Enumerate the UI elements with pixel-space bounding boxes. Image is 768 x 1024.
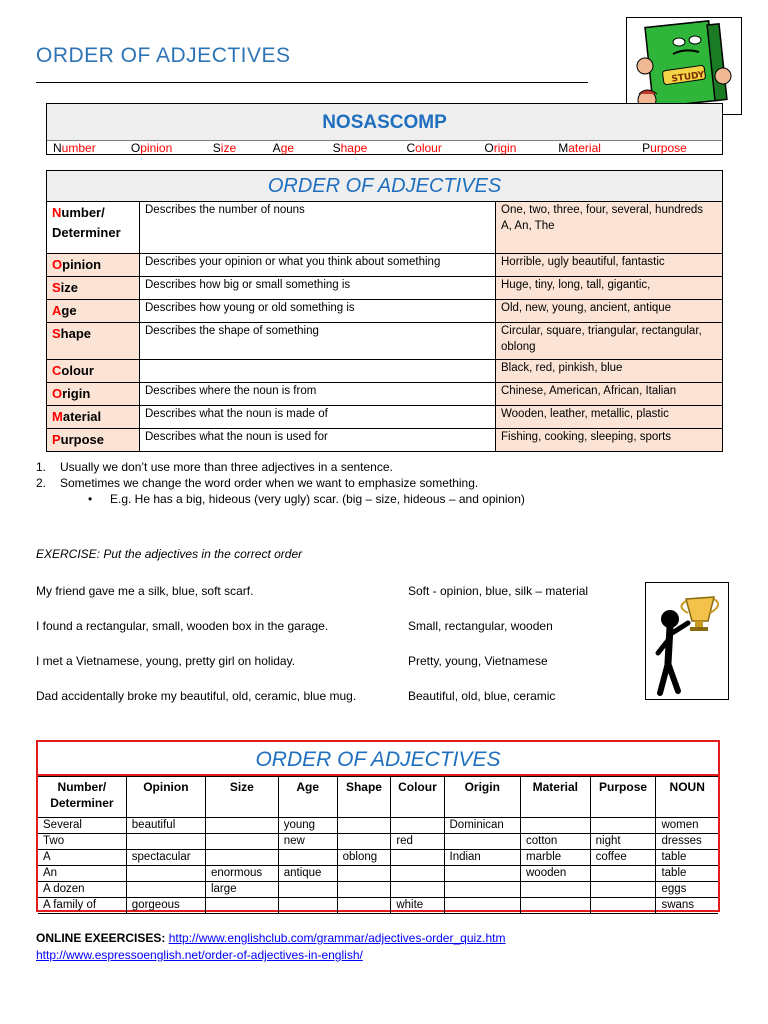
table2-cell: antique [278,866,337,882]
table2-cell: oblong [337,850,391,866]
stick-figure-trophy-image [645,582,729,700]
column-header: Origin [444,777,521,818]
table2-cell [391,882,444,898]
type-initial: O [52,257,63,272]
online-link-2[interactable]: http://www.espressoenglish.net/order-of-adjectives-in-english/ [36,948,363,962]
svg-text:STUDY: STUDY [670,70,706,85]
table2-cell: dresses [656,834,718,850]
exercise-question: Dad accidentally broke my beautiful, old, ceramic, blue mug. [36,689,357,703]
title-divider [36,82,588,83]
nosascomp-title: NOSASCOMP [47,104,722,141]
table2-cell: An [38,866,126,882]
table2-cell [391,866,444,882]
type-initial: A [52,303,62,318]
example-text: E.g. He has a big, hideous (very ugly) scar. (big – size, hideous – and opinion) [110,492,525,506]
adjective-type-cell [47,429,140,452]
table2-cell [444,866,521,882]
table1-row [47,406,723,429]
examples-cell: Circular, square, triangular, rectangular, oblong [496,323,723,360]
table2-row [38,818,718,834]
type-label-line2: Determiner [52,225,121,240]
type-initial: O [52,386,63,401]
nosascomp-box [46,103,723,155]
column-header: Number/ Determiner [38,777,126,818]
type-label: rigin [62,386,91,401]
table2-cell: marble [521,850,591,866]
type-initial: S [52,326,61,341]
exercise-answer: Small, rectangular, wooden [408,619,553,633]
nosascomp-item [131,141,213,156]
adjective-type-cell [47,254,140,277]
table2-cell: young [278,818,337,834]
type-initial: N [52,205,62,220]
table1-row [47,300,723,323]
table2-cell: Indian [444,850,521,866]
online-link-1[interactable]: http://www.englishclub.com/grammar/adjectives-order_quiz.htm [168,931,506,945]
examples-cell: Wooden, leather, metallic, plastic [496,406,723,429]
table2-cell: table [656,850,718,866]
table1-row [47,254,723,277]
table2-cell: wooden [521,866,591,882]
nosascomp-word: rigin [493,141,517,155]
table2-cell: swans [656,898,718,914]
nosascomp-letter: S [332,141,341,155]
nosascomp-item [406,141,484,156]
type-initial: C [52,363,62,378]
nosascomp-item [273,141,333,156]
exercise-title: EXERCISE: Put the adjectives in the correct order [36,547,303,561]
nosascomp-item [213,141,273,156]
examples-cell: Old, new, young, ancient, antique [496,300,723,323]
table2-cell [444,882,521,898]
table2-cell: new [278,834,337,850]
column-header: Material [521,777,591,818]
nosascomp-word: urpose [650,141,687,155]
note-number: 1. [36,460,47,474]
nosascomp-letter: N [53,141,62,155]
description-cell: Describes what the noun is used for [140,429,496,452]
table2-cell [444,898,521,914]
table2-cell [205,898,278,914]
order-of-adjectives-exercise-table [36,740,720,912]
description-cell: Describes how young or old something is [140,300,496,323]
table2-cell: red [391,834,444,850]
nosascomp-letter: P [642,141,651,155]
table2-cell: A dozen [38,882,126,898]
table2-cell: A [38,850,126,866]
nosascomp-word: umber [61,141,96,155]
table2-cell [126,882,205,898]
type-initial: S [52,280,61,295]
examples-cell: One, two, three, four, several, hundreds A, An, The [496,202,723,254]
table2-row [38,898,718,914]
nosascomp-letter: O [484,141,494,155]
nosascomp-letter: C [406,141,416,155]
exercise-question: I met a Vietnamese, young, pretty girl on holiday. [36,654,296,668]
table2-cell [590,866,656,882]
examples-cell: Horrible, ugly beautiful, fantastic [496,254,723,277]
table2-cell [590,818,656,834]
adjective-type-cell [47,277,140,300]
nosascomp-item [642,141,722,156]
nosascomp-word: ge [280,141,295,155]
table2-cell [444,834,521,850]
adjective-type-cell [47,202,140,254]
type-initial: M [52,409,63,424]
adjectives-grid [38,776,718,914]
description-cell: Describes the number of nouns [140,202,496,254]
type-label: umber/ [61,205,105,220]
column-header: Purpose [590,777,656,818]
nosascomp-word: pinion [140,141,173,155]
table2-cell: Dominican [444,818,521,834]
note-text: Sometimes we change the word order when we want to emphasize something. [60,476,479,490]
table2-cell [337,866,391,882]
type-label: hape [60,326,92,341]
table2-cell: women [656,818,718,834]
exercise-answer: Soft - opinion, blue, silk – material [408,584,589,598]
table2-cell [205,850,278,866]
type-label: ize [60,280,79,295]
table1-row [47,323,723,360]
nosascomp-item [333,141,407,156]
table2-cell: spectacular [126,850,205,866]
table2-cell [278,898,337,914]
description-cell: Describes the shape of something [140,323,496,360]
table2-cell [391,850,444,866]
table2-cell [337,898,391,914]
table2-row [38,834,718,850]
note-item-2 [36,475,525,491]
table1-row [47,202,723,254]
column-header: Colour [391,777,444,818]
nosascomp-item [558,141,642,156]
table2-cell [205,834,278,850]
examples-cell: Fishing, cooking, sleeping, sports [496,429,723,452]
table2-cell: enormous [205,866,278,882]
column-header: Age [278,777,337,818]
table1-title: ORDER OF ADJECTIVES [47,171,723,202]
table2-cell: white [391,898,444,914]
description-cell: Describes where the noun is from [140,383,496,406]
nosascomp-letter: M [558,141,569,155]
examples-cell: Huge, tiny, long, tall, gigantic, [496,277,723,300]
type-label: aterial [62,409,102,424]
bullet-icon: • [88,492,93,506]
table2-row [38,850,718,866]
table2-cell: gorgeous [126,898,205,914]
table2-cell [126,834,205,850]
table2-cell: coffee [590,850,656,866]
table2-cell: night [590,834,656,850]
table2-cell: cotton [521,834,591,850]
page-title: ORDER OF ADJECTIVES [36,44,291,67]
table2-cell [278,882,337,898]
table2-cell [278,850,337,866]
study-book-cartoon-image [626,17,742,115]
type-label: ge [61,303,77,318]
nosascomp-word: hape [340,141,368,155]
description-cell: Describes how big or small something is [140,277,496,300]
table2-cell: beautiful [126,818,205,834]
table2-cell: A family of [38,898,126,914]
table1-row [47,277,723,300]
type-label: olour [61,363,94,378]
nosascomp-row [47,141,722,156]
exercise-answer: Pretty, young, Vietnamese [408,654,548,668]
order-of-adjectives-table [46,170,723,452]
exercise-question: I found a rectangular, small, wooden box in the garage. [36,619,329,633]
online-label: ONLINE EXEERCISES: [36,931,166,945]
nosascomp-word: aterial [568,141,601,155]
table2-cell: eggs [656,882,718,898]
adjective-type-cell [47,300,140,323]
nosascomp-word: ize [220,141,237,155]
column-header: Shape [337,777,391,818]
table2-cell: table [656,866,718,882]
examples-cell: Chinese, American, African, Italian [496,383,723,406]
type-label: urpose [60,432,105,447]
note-text: Usually we don’t use more than three adjectives in a sentence. [60,460,393,474]
adjective-type-cell [47,406,140,429]
table2-cell [126,866,205,882]
table2-cell [590,882,656,898]
table2-cell [205,818,278,834]
description-cell: Describes your opinion or what you think about something [140,254,496,277]
table2-cell [391,818,444,834]
column-header: NOUN [656,777,718,818]
nosascomp-item [484,141,558,156]
nosascomp-word: olour [415,141,442,155]
exercise-answer: Beautiful, old, blue, ceramic [408,689,556,703]
table1-row [47,429,723,452]
table2-row [38,882,718,898]
exercise-question: My friend gave me a silk, blue, soft scarf. [36,584,254,598]
nosascomp-letter: A [272,141,281,155]
table1-row [47,383,723,406]
note-item-1 [36,459,525,475]
table1-row [47,360,723,383]
column-header: Opinion [126,777,205,818]
table2-cell [521,898,591,914]
nosascomp-letter: S [212,141,221,155]
table2-cell [590,898,656,914]
nosascomp-item [53,141,131,156]
table2-title: ORDER OF ADJECTIVES [38,742,718,776]
examples-cell: Black, red, pinkish, blue [496,360,723,383]
table2-cell [521,818,591,834]
online-exercises [36,930,506,964]
adjective-type-cell [47,323,140,360]
type-initial: P [52,432,61,447]
table2-cell: Several [38,818,126,834]
table2-cell [521,882,591,898]
note-number: 2. [36,476,47,490]
type-label: pinion [62,257,102,272]
column-header: Size [205,777,278,818]
notes-list [36,459,525,507]
nosascomp-letter: O [130,141,141,155]
table2-cell [337,834,391,850]
note-example [36,491,525,507]
table2-cell [337,882,391,898]
adjective-type-cell [47,383,140,406]
table2-row [38,866,718,882]
table2-cell: large [205,882,278,898]
table2-cell: Two [38,834,126,850]
adjective-type-cell [47,360,140,383]
description-cell [140,360,496,383]
description-cell: Describes what the noun is made of [140,406,496,429]
table2-cell [337,818,391,834]
